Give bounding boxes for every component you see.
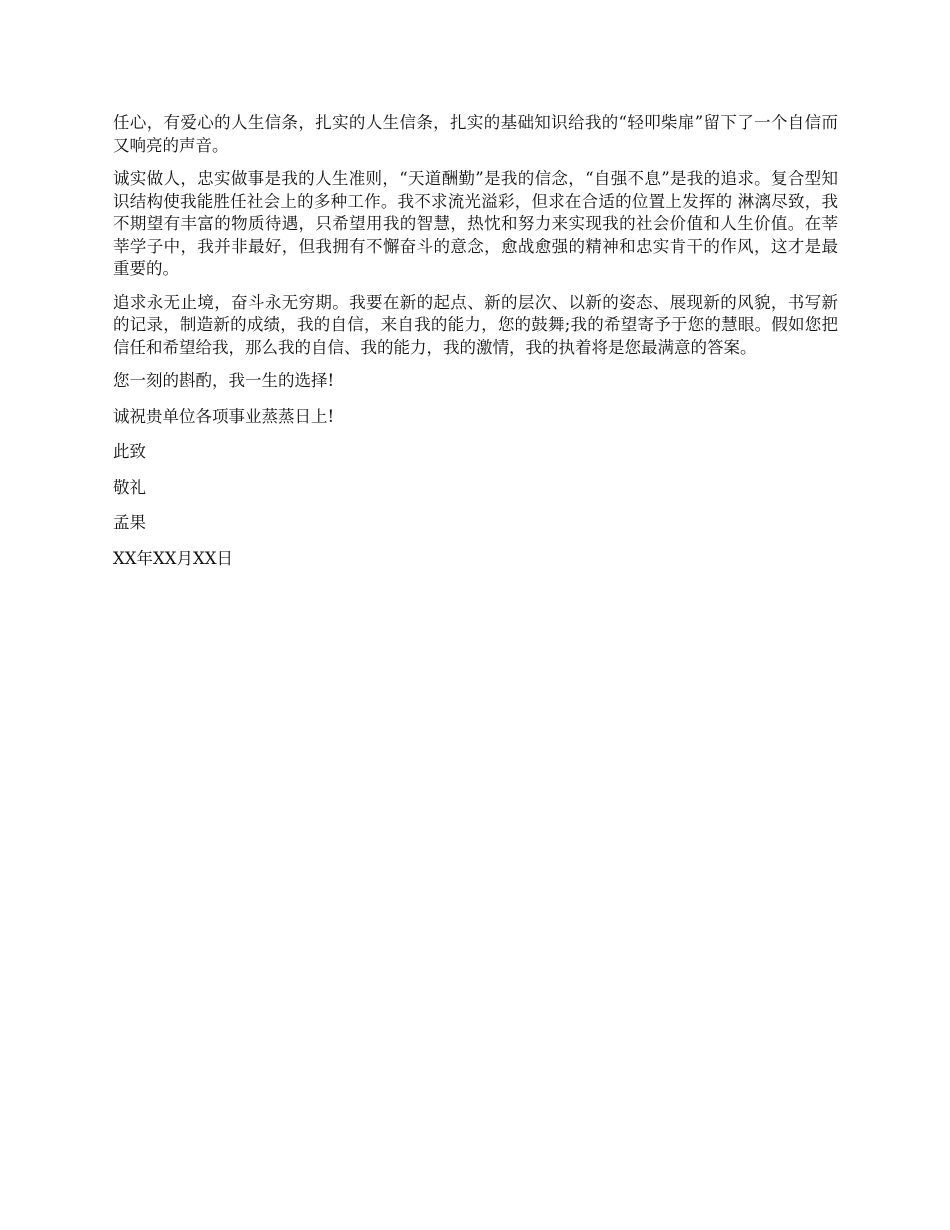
paragraph-principles: 诚实做人，忠实做事是我的人生准则，“天道酬勤”是我的信念，“自强不息”是我的追求。复合型知识结构使我能胜任社会上的多种工作。我不求流光溢彩，但求在合适的位置上发挥的 淋漓尽致，我不期望有丰富的物质待遇，只希望用我的智慧，热忱和努力来实现我的社会价值和人生价值。在莘莘学子中，我并非最好，但我拥有不懈奋斗的意念，愈战愈强的精神和忠实肯干的作风，这才是最重要的。 xyxy=(113,169,838,278)
date-line: XX年XX月XX日 xyxy=(113,548,233,568)
signature: 孟果 xyxy=(113,513,146,532)
letter-page xyxy=(113,112,838,583)
paragraph-self-confidence: 任心，有爱心的人生信条，扎实的人生信条，扎实的基础知识给我的“轻叩柴扉”留下了一个自信而又响亮的声音。 xyxy=(113,113,838,155)
salutation-cizhi: 此致 xyxy=(113,442,146,461)
wish-line: 诚祝贵单位各项事业蒸蒸日上! xyxy=(113,406,335,426)
closing-line: 您一刻的斟酌，我一生的选择! xyxy=(113,371,335,390)
paragraph-pursuit: 追求永无止境，奋斗永无穷期。我要在新的起点、新的层次、以新的姿态、展现新的风貌，书写新的记录，制造新的成绩，我的自信，来自我的能力，您的鼓舞;我的希望寄予于您的慧眼。假如您把信任和希望给我，那么我的自信、我的能力，我的激情，我的执着将是您最满意的答案。 xyxy=(113,292,838,357)
salutation-jingli: 敬礼 xyxy=(113,477,146,497)
